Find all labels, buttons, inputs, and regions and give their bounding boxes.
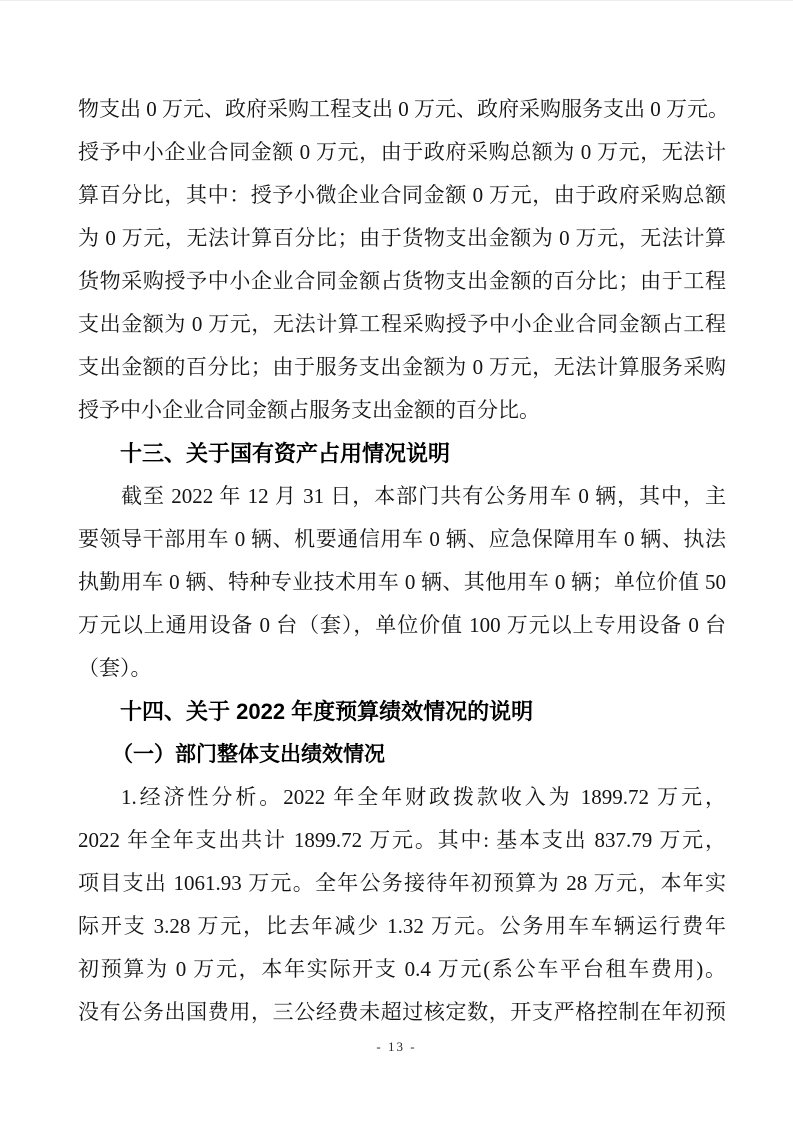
text-line: 执勤用车 0 辆、特种专业技术用车 0 辆、其他用车 0 辆；单位价值 50 — [78, 570, 726, 594]
text-line: 支出金额为 0 万元，无法计算工程采购授予中小企业合同金额占工程 — [78, 312, 726, 336]
text-line: 为 0 万元，无法计算百分比；由于货物支出金额为 0 万元，无法计算 — [78, 226, 726, 250]
page-number: - 13 - — [376, 1039, 417, 1054]
heading-section-13: 十三、关于国有资产占用情况说明 — [120, 441, 451, 466]
text-line: 2022 年全年支出共计 1899.72 万元。其中: 基本支出 837.79 万元， — [78, 828, 726, 852]
text-line: 没有公务出国费用，三公经费未超过核定数，开支严格控制在年初预 — [78, 1000, 726, 1024]
text-line: 货物采购授予中小企业合同金额占货物支出金额的百分比；由于工程 — [78, 269, 726, 293]
text-line: 1.经济性分析。2022 年全年财政拨款收入为 1899.72 万元， — [121, 785, 726, 809]
text-line: 项目支出 1061.93 万元。全年公务接待年初预算为 28 万元，本年实 — [78, 871, 726, 895]
text-line: 要领导干部用车 0 辆、机要通信用车 0 辆、应急保障用车 0 辆、执法 — [78, 527, 726, 551]
text-line: 支出金额的百分比；由于服务支出金额为 0 万元，无法计算服务采购 — [78, 355, 726, 379]
text-line: 物支出 0 万元、政府采购工程支出 0 万元、政府采购服务支出 0 万元。 — [78, 97, 729, 121]
text-line: 际开支 3.28 万元，比去年减少 1.32 万元。公务用车车辆运行费年 — [78, 914, 726, 938]
document-content — [78, 1, 729, 1034]
text-line: 算百分比，其中：授予小微企业合同金额 0 万元，由于政府采购总额 — [78, 183, 726, 207]
text-line: 授予中小企业合同金额占服务支出金额的百分比。 — [78, 398, 540, 422]
text-line: 初预算为 0 万元，本年实际开支 0.4 万元(系公车平台租车费用)。 — [78, 957, 726, 981]
text-line: （套）。 — [78, 656, 152, 680]
heading-section-14: 十四、关于 2022 年度预算绩效情况的说明 — [120, 699, 534, 724]
heading-subsection-1: （一）部门整体支出绩效情况 — [112, 742, 385, 766]
text-line: 授予中小企业合同金额 0 万元，由于政府采购总额为 0 万元，无法计 — [78, 140, 726, 164]
text-line: 万元以上通用设备 0 台（套），单位价值 100 万元以上专用设备 0 台 — [78, 613, 726, 637]
text-line: 截至 2022 年 12 月 31 日，本部门共有公务用车 0 辆，其中，主 — [121, 484, 726, 508]
